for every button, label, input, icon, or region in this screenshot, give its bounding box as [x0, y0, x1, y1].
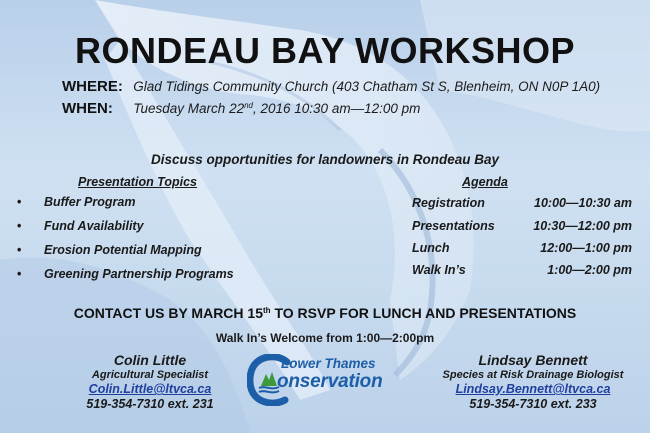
agenda-item-label: Presentations: [412, 219, 495, 233]
contact-name: Colin Little: [113, 352, 187, 368]
agenda-item-label: Registration: [412, 196, 485, 210]
when-label: WHEN:: [62, 100, 113, 117]
bullet-icon: •: [17, 219, 22, 233]
contact-rsvp-heading: [0, 305, 650, 321]
agenda-item-label: Walk In’s: [412, 263, 466, 277]
contact-phone: 519-354-7310 ext. 233: [469, 397, 597, 411]
when-date-suffix: nd: [244, 101, 253, 110]
contact-date-suffix: th: [263, 306, 271, 315]
topic-item: [17, 195, 135, 209]
logo-text-conservation: onservation: [277, 371, 383, 392]
topic-label: Greening Partnership Programs: [44, 267, 234, 281]
topic-item: [17, 243, 202, 257]
where-value: Glad Tidings Community Church (403 Chatham St S, Blenheim, ON N0P 1A0): [133, 79, 601, 94]
bullet-icon: •: [17, 195, 22, 209]
presentation-topics-heading: Presentation Topics: [78, 175, 198, 189]
contact-card-lindsay-bennett: [428, 352, 638, 411]
contact-email-link[interactable]: Colin.Little@ltvca.ca: [88, 382, 212, 396]
agenda-item-time: 1:00—2:00 pm: [547, 263, 632, 277]
topic-label: Erosion Potential Mapping: [44, 243, 202, 257]
agenda-item-time: 10:00—10:30 am: [534, 196, 632, 210]
discuss-heading: Discuss opportunities for landowners in Rondeau Bay: [150, 152, 500, 167]
topic-label: Buffer Program: [44, 195, 136, 209]
contact-text-end: TO RSVP FOR LUNCH AND PRESENTATIONS: [270, 305, 577, 321]
agenda-item-time: 10:30—12:00 pm: [533, 219, 632, 233]
when-date: Tuesday March 22: [133, 101, 245, 116]
walk-ins-welcome: Walk In’s Welcome from 1:00—2:00pm: [215, 331, 435, 345]
bullet-icon: •: [17, 243, 22, 257]
lower-thames-conservation-logo: [247, 354, 407, 406]
contact-phone: 519-354-7310 ext. 231: [86, 397, 214, 411]
topic-label: Fund Availability: [44, 219, 144, 233]
workshop-title: RONDEAU BAY WORKSHOP: [74, 30, 576, 71]
contact-text-start: CONTACT US BY MARCH 15: [73, 305, 263, 321]
where-line: [62, 78, 600, 96]
contact-role: Species at Risk Drainage Biologist: [442, 369, 624, 381]
when-time: , 2016 10:30 am—12:00 pm: [253, 101, 421, 116]
contact-email-link[interactable]: Lindsay.Bennett@ltvca.ca: [455, 382, 611, 396]
when-value: [133, 101, 420, 116]
contact-card-colin-little: [40, 352, 260, 411]
bullet-icon: •: [17, 267, 22, 281]
contact-role: Agricultural Specialist: [91, 369, 209, 381]
agenda-item-time: 12:00—1:00 pm: [540, 241, 632, 255]
when-line: [62, 100, 420, 118]
topic-item: [17, 267, 234, 281]
agenda-heading: Agenda: [462, 175, 508, 189]
where-label: WHERE:: [62, 78, 123, 95]
logo-text-lower-thames: Lower Thames: [281, 356, 376, 371]
contact-name: Lindsay Bennett: [478, 352, 588, 368]
agenda-item-label: Lunch: [412, 241, 450, 255]
topic-item: [17, 219, 144, 233]
